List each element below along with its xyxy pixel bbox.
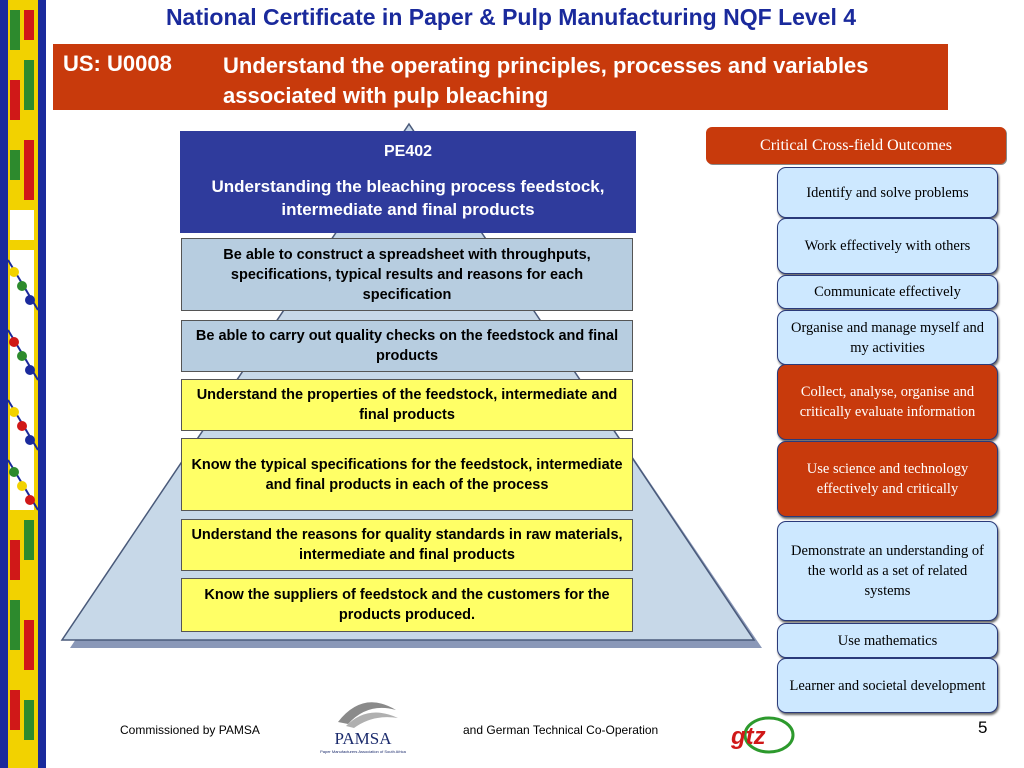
cco-item: Demonstrate an understanding of the world as a set of related systems	[777, 521, 998, 621]
page-number: 5	[978, 718, 988, 737]
step-item: Know the typical specifications for the feedstock, intermediate and final products in each of the process	[181, 438, 633, 511]
cco-item: Organise and manage myself and my activities	[777, 310, 998, 365]
step-item: Understand the properties of the feedstock, intermediate and final products	[181, 379, 633, 431]
pamsa-logo-name: PAMSA	[334, 729, 392, 748]
pe-box	[180, 131, 636, 233]
cco-item: Use mathematics	[777, 623, 998, 658]
gtz-logo-text: gtz	[731, 723, 766, 750]
cco-item: Identify and solve problems	[777, 167, 998, 218]
footer-cooperation: and German Technical Co-Operation	[463, 723, 659, 737]
footer-commissioned: Commissioned by PAMSA	[120, 723, 260, 737]
gtz-logo	[725, 714, 797, 756]
pe-code: PE402	[383, 143, 433, 160]
cco-header: Critical Cross-field Outcomes	[706, 127, 1006, 164]
step-item: Be able to carry out quality checks on the feedstock and final products	[181, 320, 633, 372]
cco-item: Learner and societal development	[777, 658, 998, 713]
cco-item-highlighted: Collect, analyse, organise and critically evaluate information	[777, 364, 998, 440]
unit-title: Understand the operating principles, processes and variables associated with pulp bleaching	[223, 53, 869, 108]
step-item: Understand the reasons for quality standards in raw materials, intermediate and final products	[181, 519, 633, 571]
cco-item: Communicate effectively	[777, 275, 998, 309]
cco-item-highlighted: Use science and technology effectively and critically	[777, 441, 998, 517]
slide-title: National Certificate in Paper & Pulp Manufacturing NQF Level 4	[165, 4, 857, 30]
pamsa-logo-sub: Paper Manufacturers Association of South Africa	[320, 749, 406, 754]
unit-code: US: U0008	[63, 51, 172, 76]
step-item: Be able to construct a spreadsheet with throughputs, specifications, typical results and reasons for each specification	[181, 238, 633, 311]
cco-item: Work effectively with others	[777, 218, 998, 274]
pamsa-logo	[318, 692, 408, 762]
step-item: Know the suppliers of feedstock and the customers for the products produced.	[181, 578, 633, 632]
pe-title: Understanding the bleaching process feedstock, intermediate and final products	[211, 177, 605, 219]
